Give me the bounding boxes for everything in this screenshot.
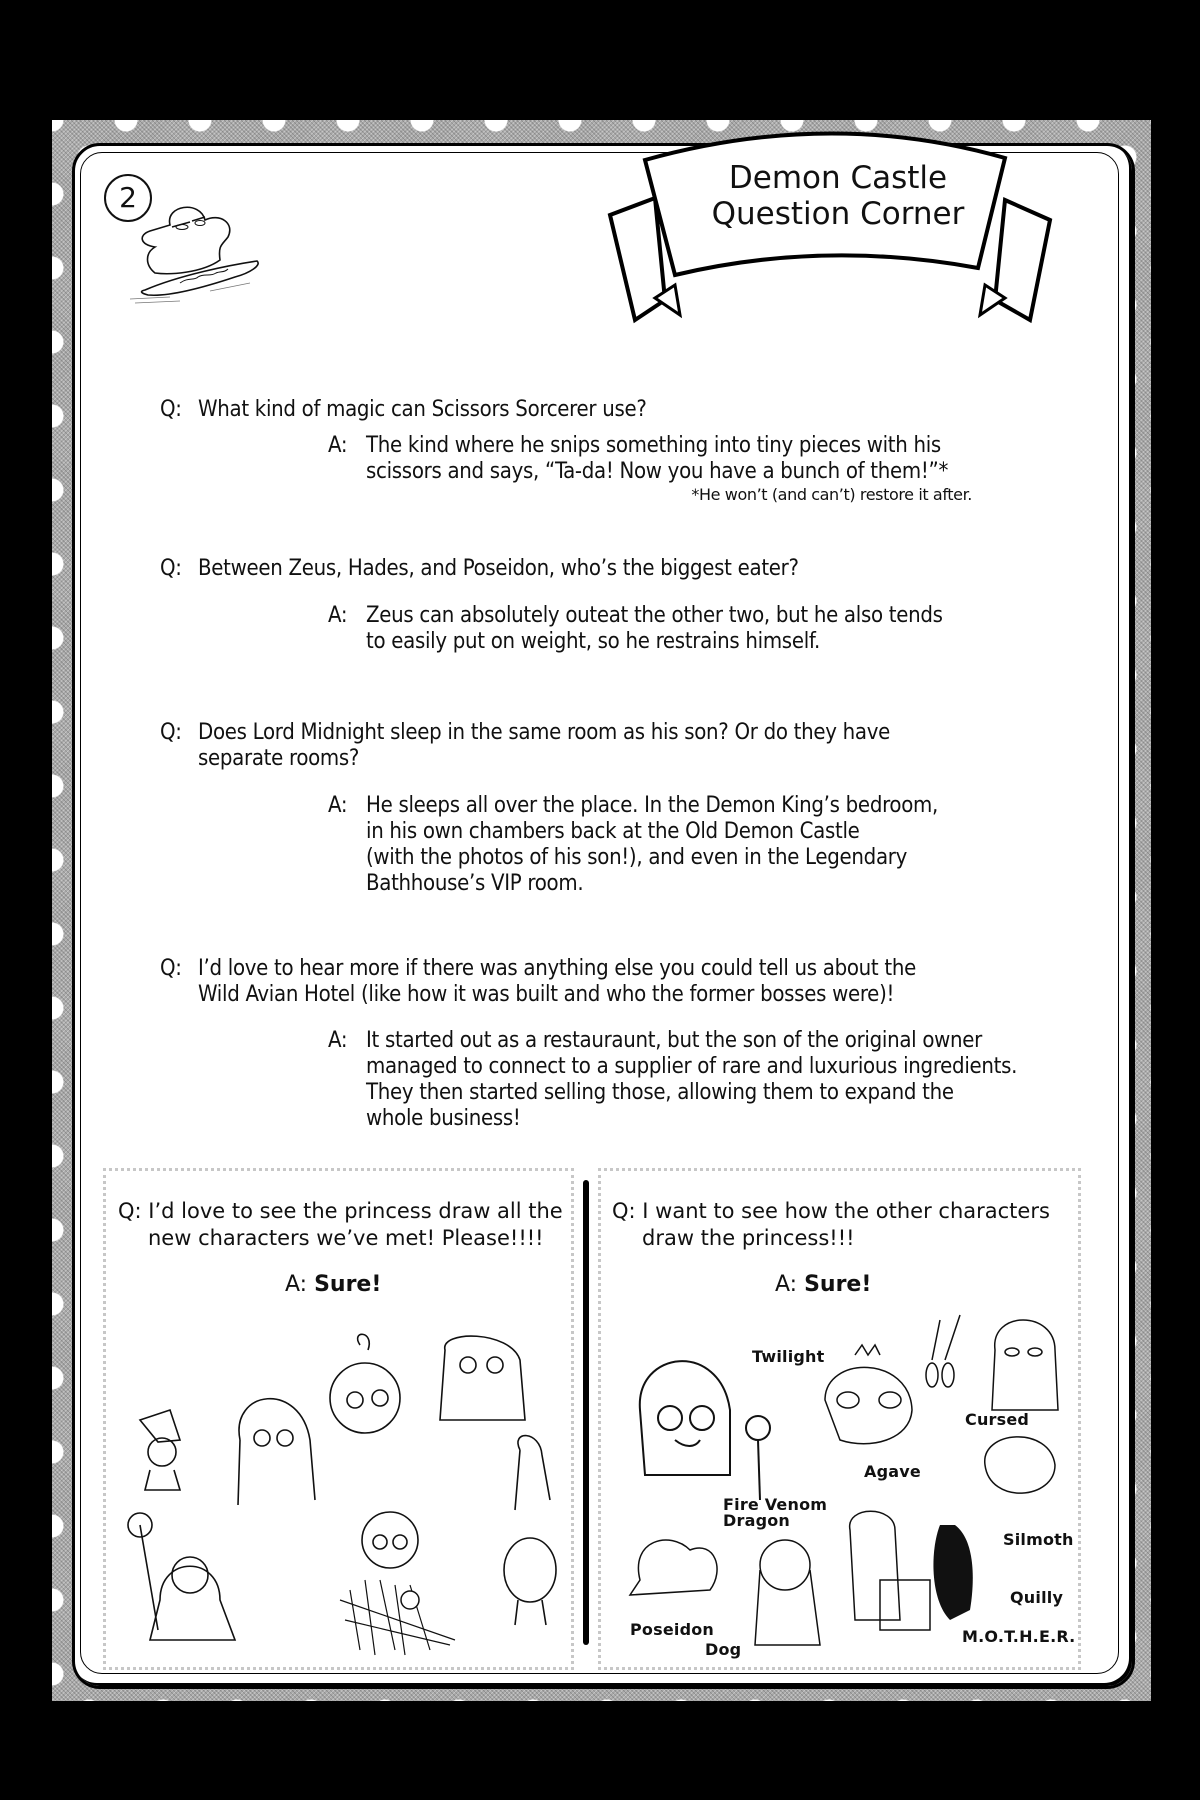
panel-divider — [583, 1180, 589, 1645]
label-quilly: Quilly — [1010, 1588, 1064, 1607]
q-prefix: Q: — [118, 1199, 142, 1223]
answer-line: whole business! — [366, 1106, 521, 1131]
a-prefix: A: — [775, 1272, 798, 1297]
answer-line: (with the photos of his son!), and even in the Legendary — [366, 845, 908, 870]
princess-portrait-sketches — [610, 1300, 1080, 1665]
surfing-mascot-icon — [110, 165, 270, 325]
label-line: Fire Venom — [723, 1495, 828, 1514]
question-text: new characters we’ve met! Please!!!! — [148, 1226, 544, 1250]
left-panel-question — [118, 1198, 563, 1252]
question-text: I’d love to hear more if there was anything else you could tell us about the — [198, 956, 916, 981]
answer-4 — [328, 1028, 1028, 1132]
a-prefix: A: — [328, 603, 348, 628]
answer-line: in his own chambers back at the Old Demon Castle — [366, 819, 860, 844]
answer-line: managed to connect to a supplier of rare and luxurious ingredients. — [366, 1054, 1018, 1079]
question-text: What kind of magic can Scissors Sorcerer use? — [198, 397, 647, 422]
title-line-2: Question Corner — [711, 196, 965, 232]
answer-line: It started out as a restauraunt, but the son of the original owner — [366, 1028, 982, 1053]
answer-2 — [328, 603, 1028, 655]
question-text: separate rooms? — [198, 746, 360, 771]
a-prefix: A: — [328, 1028, 348, 1053]
q-prefix: Q: — [160, 397, 182, 422]
answer-line: He sleeps all over the place. In the Demon King’s bedroom, — [366, 793, 939, 818]
question-2 — [160, 556, 1020, 582]
label-silmoth: Silmoth — [1003, 1530, 1074, 1549]
a-prefix: A: — [328, 433, 348, 458]
answer-3 — [328, 793, 1028, 897]
right-panel-question — [612, 1198, 1050, 1252]
label-twilight: Twilight — [752, 1347, 825, 1366]
question-text: Between Zeus, Hades, and Poseidon, who’s the biggest eater? — [198, 556, 799, 581]
answer-line: to easily put on weight, so he restrains himself. — [366, 629, 820, 654]
question-3 — [160, 720, 1020, 772]
question-text: Wild Avian Hotel (like how it was built and who the former bosses were)! — [198, 982, 895, 1007]
answer-line: Bathhouse’s VIP room. — [366, 871, 584, 896]
label-agave: Agave — [864, 1462, 921, 1481]
label-line: Dragon — [723, 1511, 791, 1530]
title-line-1: Demon Castle — [728, 160, 948, 196]
question-4 — [160, 956, 1020, 1008]
answer-line: They then started selling those, allowing them to expand the — [366, 1080, 954, 1105]
answer-text: Sure! — [314, 1272, 382, 1297]
right-panel-answer — [775, 1272, 871, 1297]
answer-text: Sure! — [804, 1272, 872, 1297]
corner-number-badge: 2 — [104, 174, 152, 222]
question-text: I’d love to see the princess draw all the — [148, 1199, 563, 1223]
left-panel-answer — [285, 1272, 381, 1297]
answer-1 — [328, 433, 1028, 485]
footnote: *He won’t (and can’t) restore it after. — [691, 485, 972, 504]
question-text: I want to see how the other characters — [642, 1199, 1050, 1223]
princess-character-sketches — [110, 1330, 570, 1660]
question-text: draw the princess!!! — [642, 1226, 855, 1250]
title-ribbon-banner — [600, 120, 1060, 350]
q-prefix: Q: — [612, 1199, 636, 1223]
answer-line: The kind where he snips something into tiny pieces with his — [366, 433, 941, 458]
label-fire-venom-dragon — [723, 1497, 827, 1529]
q-prefix: Q: — [160, 556, 182, 581]
a-prefix: A: — [328, 793, 348, 818]
question-text: Does Lord Midnight sleep in the same room as his son? Or do they have — [198, 720, 890, 745]
answer-line: scissors and says, “Ta-da! Now you have a bunch of them!”* — [366, 459, 949, 484]
label-mother: M.O.T.H.E.R. — [962, 1627, 1076, 1646]
q-prefix: Q: — [160, 720, 182, 745]
label-cursed: Cursed — [965, 1410, 1030, 1429]
q-prefix: Q: — [160, 956, 182, 981]
question-1 — [160, 397, 1020, 423]
page-title — [668, 160, 1008, 232]
label-dog: Dog — [705, 1640, 742, 1659]
label-poseidon: Poseidon — [630, 1620, 715, 1639]
answer-line: Zeus can absolutely outeat the other two, but he also tends — [366, 603, 943, 628]
a-prefix: A: — [285, 1272, 308, 1297]
